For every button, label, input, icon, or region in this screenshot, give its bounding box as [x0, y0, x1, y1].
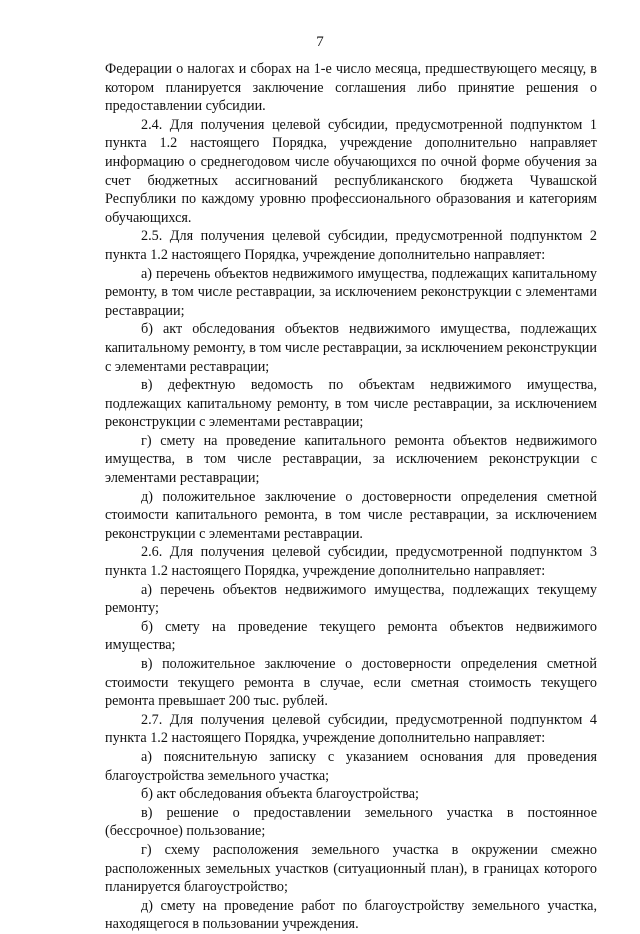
paragraph: Федерации о налогах и сборах на 1-е число месяца, предшествующего месяцу, в котором планируется заключение соглашения либо принятие решения о предоставлении субсидии.: [105, 61, 597, 115]
paragraph: б) смету на проведение текущего ремонта объектов недвижимого имущества;: [105, 618, 597, 654]
paragraph: г) схему расположения земельного участка в окружении смежно расположенных земельных участков (ситуационный план), в границах которого планируется благоустройство;: [105, 841, 597, 896]
paragraph: б) акт обследования объекта благоустройства;: [141, 786, 419, 803]
paragraph: а) перечень объектов недвижимого имущества, подлежащих текущему ремонту;: [105, 581, 597, 617]
paragraph: б) акт обследования объектов недвижимого имущества, подлежащих капитальному ремонту, в том числе реставрации, за исключением реконструкции с элементами реставрации;: [105, 321, 597, 375]
paragraph: в) дефектную ведомость по объектам недвижимого имущества, подлежащих капитальному ремонту, в том числе реставрации, за исключением реконструкции с элементами реставрации;: [105, 377, 597, 431]
paragraph: 2.4. Для получения целевой субсидии, предусмотренной подпунктом 1 пункта 1.2 настоящего Порядка, учреждение дополнительно направляет информацию о среднегодовом числе обучающихся по очной форме обучения за счет бюджетных ассигнований республиканского бюджета Чувашской Республики по каждому уровню профессионального образования и категориям обучающихся.: [105, 116, 597, 226]
paragraph: г) смету на проведение капитального ремонта объектов недвижимого имущества, в том числе реставрации, за исключением реконструкции с элементами реставрации;: [105, 432, 597, 487]
paragraph: а) пояснительную записку с указанием основания для проведения благоустройства земельного участка;: [105, 748, 597, 784]
paragraph: в) решение о предоставлении земельного участка в постоянное (бессрочное) пользование;: [105, 804, 597, 840]
paragraph: д) положительное заключение о достоверности определения сметной стоимости капитального ремонта, в том числе реставрации, за исключением реконструкции с элементами реставрации.: [105, 488, 597, 542]
paragraph: а) перечень объектов недвижимого имущества, подлежащих капитальному ремонту, в том числе реставрации, за исключением реконструкции с элементами реставрации;: [105, 265, 597, 319]
paragraph: д) смету на проведение работ по благоустройству земельного участка, находящегося в пользовании учреждения.: [105, 897, 597, 933]
document-body: [105, 60, 597, 934]
paragraph: 2.6. Для получения целевой субсидии, предусмотренной подпунктом 3 пункта 1.2 настоящего Порядка, учреждение дополнительно направляет:: [105, 544, 597, 580]
paragraph: 2.7. Для получения целевой субсидии, предусмотренной подпунктом 4 пункта 1.2 настоящего Порядка, учреждение дополнительно направляет:: [105, 711, 597, 747]
page-number: 7: [316, 34, 324, 50]
paragraph: 2.5. Для получения целевой субсидии, предусмотренной подпунктом 2 пункта 1.2 настоящего Порядка, учреждение дополнительно направляет:: [105, 228, 597, 263]
paragraph: в) положительное заключение о достоверности определения сметной стоимости текущего ремонта в случае, если сметная стоимость текущего ремонта превышает 200 тыс. рублей.: [105, 656, 597, 710]
